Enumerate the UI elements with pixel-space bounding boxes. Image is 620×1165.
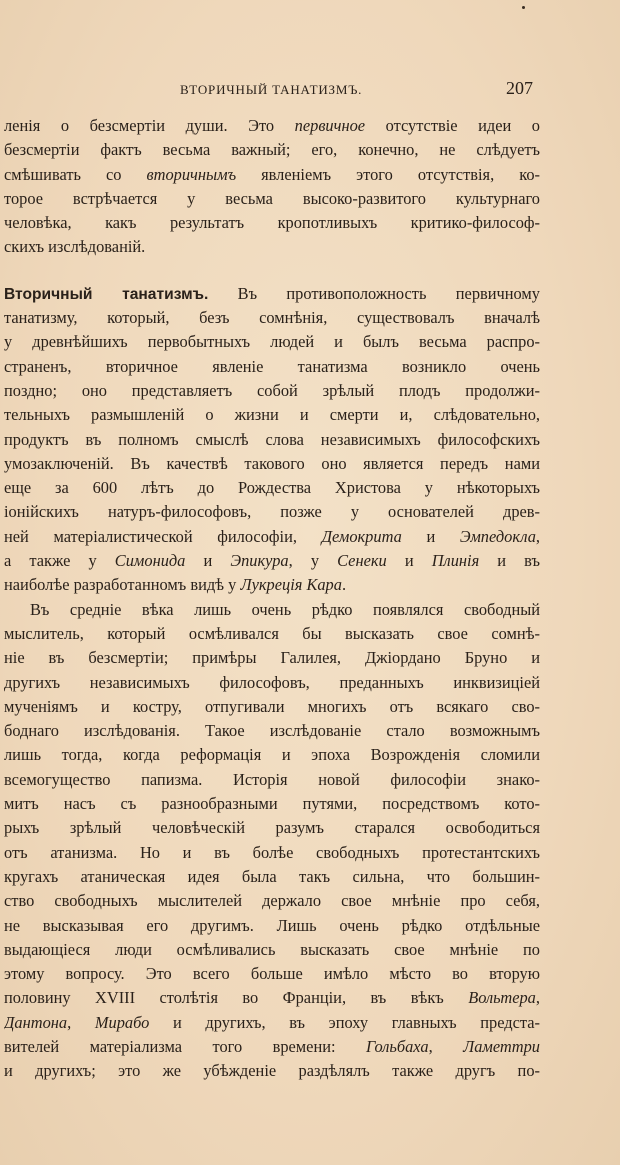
emphasis: вторичнымъ <box>146 164 237 184</box>
text-line: смѣшивать со вторичнымъ явленіемъ этого отсутствія, ко- <box>4 164 540 184</box>
text-line: кругахъ атаническая идея была такъ сильна, что большин- <box>4 866 540 886</box>
text-line: безсмертіи фактъ весьма важный; его, конечно, не слѣдуетъ <box>4 140 540 160</box>
emphasis: Плинія <box>431 551 480 571</box>
page-number: 207 <box>506 78 533 98</box>
text-line: мученіямъ и костру, отпугивали многихъ отъ всякаго сво- <box>4 696 540 716</box>
text-line: отъ атанизма. Но и въ болѣе свободныхъ протестантскихъ <box>4 842 540 862</box>
text-line: у древнѣйшихъ первобытныхъ людей и былъ весьма распро- <box>4 332 540 352</box>
text-line: ніе въ безсмертіи; примѣры Галилея, Джіордано Бруно и <box>4 648 540 668</box>
text-line: выдающіеся люди осмѣливались высказать свое мнѣніе по <box>4 939 540 959</box>
text-line: другихъ независимыхъ философовъ, преданныхъ инквизиціей <box>4 672 540 692</box>
text-line: Вторичный танатизмъ. Въ противоположность первичному <box>4 283 540 303</box>
section-title: Вторичный танатизмъ. <box>4 285 209 303</box>
running-title: ВТОРИЧНЫЙ ТАНАТИЗМЪ. <box>180 82 363 97</box>
text-line: наиболѣе разработанномъ видѣ у Лукреція Кара. <box>4 575 347 595</box>
emphasis: Симонида <box>114 551 186 571</box>
paragraph-gap <box>4 260 540 282</box>
text-line: ней матеріалистической философіи, Демокрита и Эмпедокла, <box>4 526 540 546</box>
text-line: лишь тогда, когда реформація и эпоха Возрожденія сломили <box>4 745 540 765</box>
text-line: продуктъ въ полномъ смыслѣ слова независимыхъ философскихъ <box>4 429 540 449</box>
emphasis: первичное <box>294 116 366 135</box>
text-line: боднаго изслѣдованія. Такое изслѣдованіе стало возможнымъ <box>4 721 540 741</box>
paragraph-3 <box>4 598 540 1084</box>
emphasis: Демокрита <box>321 526 402 546</box>
text-line: ство свободныхъ мыслителей держало свое мнѣніе про себя, <box>4 891 540 911</box>
text-line: Дантона, Мирабо и другихъ, въ эпоху главныхъ предста- <box>4 1012 540 1032</box>
text-line: поздно; оно представляетъ собой зрѣлый плодъ продолжи- <box>4 380 540 400</box>
text-line: ленія о безсмертіи души. Это первичное отсутствіе идеи о <box>4 116 540 135</box>
text-line: танатизму, который, безъ сомнѣнія, существовалъ вначалѣ <box>4 308 540 328</box>
emphasis: Гольбаха <box>366 1036 429 1056</box>
text-line: и другихъ; это же убѣжденіе раздѣлялъ также другъ по- <box>4 1061 540 1081</box>
text-line: не высказывая его другимъ. Лишь очень рѣдко отдѣльные <box>4 915 540 935</box>
text-line: тельныхъ размышленій о жизни и смерти и, слѣдовательно, <box>4 405 540 425</box>
text-line: еще за 600 лѣтъ до Рождества Христова у нѣкоторыхъ <box>4 478 540 498</box>
text-line: а также у Симонида и Эпикура, у Сенеки и Плинія и въ <box>4 551 540 571</box>
text-line: вителей матеріализма того времени: Гольбаха, Ламеттри <box>4 1036 540 1056</box>
text-line: половину XVIII столѣтія во Франціи, въ вѣкъ Вольтера, <box>4 988 540 1008</box>
text-line: страненъ, вторичное явленіе танатизма возникло очень <box>4 356 540 376</box>
paragraph-2 <box>4 282 540 598</box>
text-line: іонійскихъ натуръ-философовъ, позже у основателей древ- <box>4 502 540 522</box>
text-line: торое встрѣчается у весьма высоко-развитого культурнаго <box>4 188 540 208</box>
page-header <box>0 78 620 102</box>
emphasis: Мирабо <box>94 1012 150 1032</box>
emphasis: Дантона <box>4 1012 68 1032</box>
emphasis: Сенеки <box>337 551 387 571</box>
text-line: рыхъ зрѣлый человѣческій разумъ старался освободиться <box>4 818 540 838</box>
text-line: митъ насъ съ разнообразными путями, посредствомъ кото- <box>4 794 540 814</box>
text-line: Въ средніе вѣка лишь очень рѣдко появлялся свободный <box>30 599 540 619</box>
text-line: скихъ изслѣдованій. <box>4 237 146 257</box>
paragraph-1 <box>4 114 540 260</box>
text-line: умозаключеній. Въ качествѣ такового оно является передъ нами <box>4 453 540 473</box>
emphasis: Эпикура <box>230 551 289 571</box>
text-line: человѣка, какъ результатъ кропотливыхъ критико-философ- <box>4 213 540 233</box>
page-body <box>4 114 540 1084</box>
text-line: этому вопросу. Это всего больше имѣло мѣсто во вторую <box>4 964 540 984</box>
emphasis: Эмпедокла <box>459 526 536 546</box>
text-line: всемогущество папизма. Исторія новой философіи знако- <box>4 769 540 789</box>
emphasis: Лукреція Кара <box>240 575 342 595</box>
text-line: мыслитель, который осмѣливался бы высказать свое сомнѣ- <box>4 623 540 643</box>
emphasis: Ламеттри <box>463 1036 540 1056</box>
ink-speck <box>522 6 525 9</box>
emphasis: Вольтера <box>468 988 536 1008</box>
